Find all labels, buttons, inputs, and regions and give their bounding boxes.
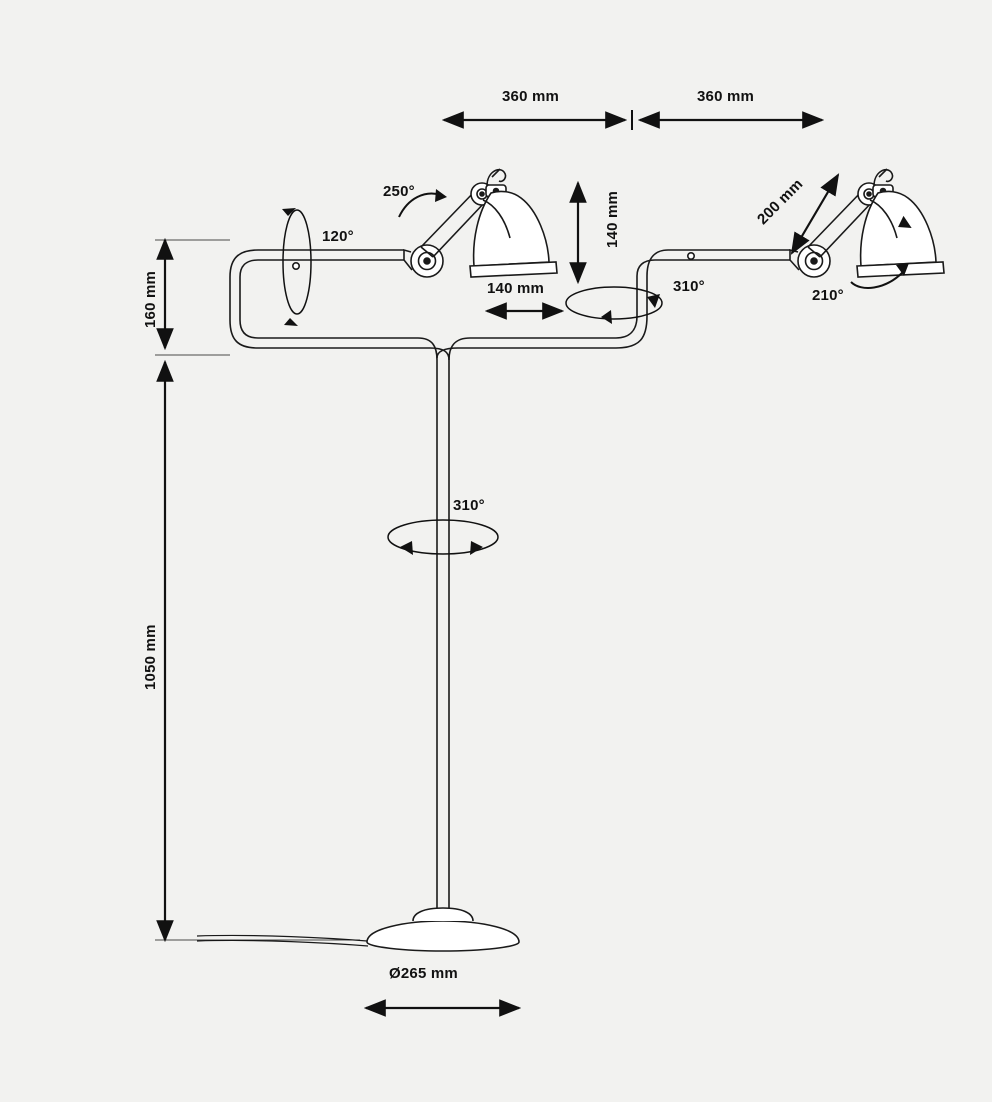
label-arm-right: 360 mm [697, 88, 755, 105]
lamp-head-left [293, 169, 557, 277]
lamp-base [197, 908, 519, 951]
label-shade-height: 140 mm [604, 190, 621, 248]
label-upper-height: 160 mm [142, 270, 159, 328]
label-column-swivel-lower: 310° [453, 497, 485, 514]
label-base-diameter: Ø265 mm [389, 965, 458, 982]
label-arm-swivel-left: 120° [322, 228, 354, 245]
rotation-310-column-ellipse [388, 520, 498, 555]
label-shade-width: 140 mm [487, 280, 545, 297]
label-arm-extension-right: 200 mm [754, 175, 807, 229]
label-column-height: 1050 mm [142, 624, 159, 690]
rotation-indicators [282, 189, 914, 555]
label-head-rotation-left: 250° [383, 183, 415, 200]
label-head-rotation-right: 210° [812, 287, 844, 304]
lamp-column [437, 360, 449, 908]
label-column-swivel-upper: 310° [673, 278, 705, 295]
label-arm-left: 360 mm [502, 88, 560, 105]
